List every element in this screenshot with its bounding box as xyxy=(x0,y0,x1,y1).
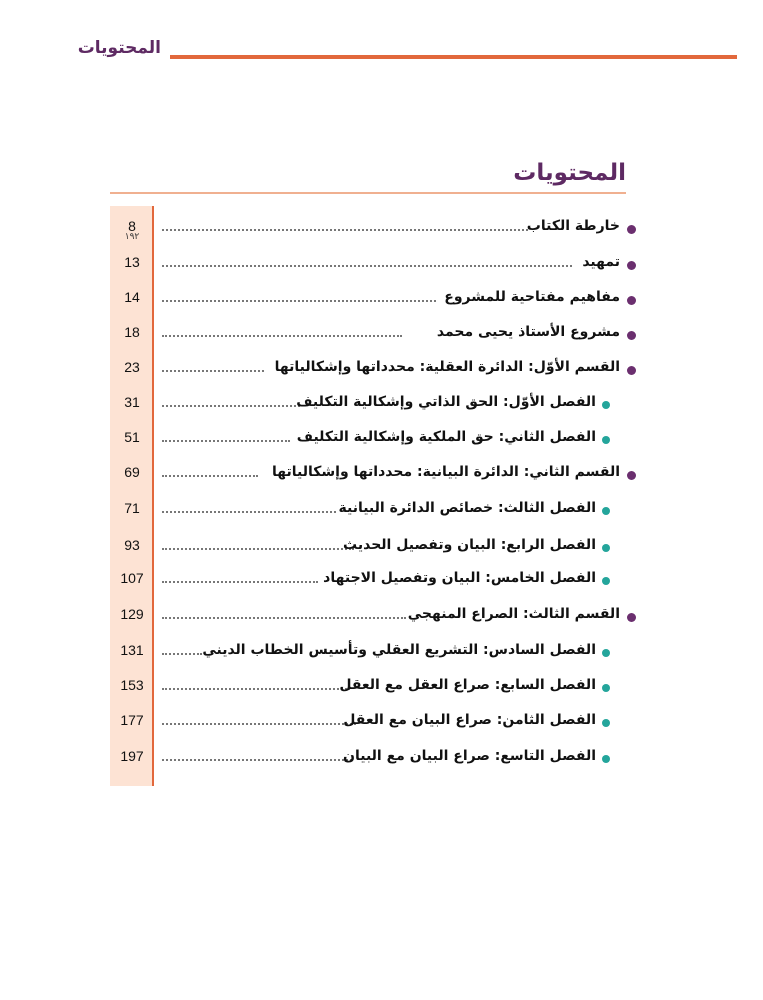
purple-bullet-icon xyxy=(627,261,636,270)
purple-bullet-icon xyxy=(627,225,636,234)
toc-entry[interactable] xyxy=(110,673,636,703)
entry-label: الفصل الأوّل: الحق الذاتي وإشكالية التكليف xyxy=(296,394,596,410)
leader-dots xyxy=(162,617,406,619)
purple-bullet-icon xyxy=(627,613,636,622)
teal-bullet-icon xyxy=(602,544,610,552)
leader-dots xyxy=(162,688,350,690)
teal-bullet-icon xyxy=(602,649,610,657)
entry-label: القسم الأوّل: الدائرة العقلية: محدداتها وإشكالياتها xyxy=(274,359,620,375)
page-number: 153 xyxy=(120,677,144,693)
page-number: 51 xyxy=(124,429,140,445)
entry-label: خارطة الكتاب xyxy=(526,218,620,234)
entry-label: الفصل التاسع: صراع البيان مع البيان xyxy=(343,748,596,764)
teal-bullet-icon xyxy=(602,577,610,585)
leader-dots xyxy=(162,475,258,477)
page-number: 197 xyxy=(120,748,144,764)
entry-label: الفصل الخامس: البيان وتفصيل الاجتهاد xyxy=(323,570,596,586)
page-number: 129 xyxy=(120,606,144,622)
leader-dots xyxy=(162,229,528,231)
entry-label: الفصل الرابع: البيان وتفصيل الحديث xyxy=(343,537,596,553)
page-number: 71 xyxy=(124,500,140,516)
purple-bullet-icon xyxy=(627,331,636,340)
header-rule xyxy=(170,55,737,59)
page-number: 13 xyxy=(124,254,140,270)
page-note: ١٩٢ xyxy=(124,232,140,242)
title-underline xyxy=(110,192,626,194)
teal-bullet-icon xyxy=(602,684,610,692)
page-number: 31 xyxy=(124,394,140,410)
leader-dots xyxy=(162,723,356,725)
toc-entry[interactable] xyxy=(110,355,636,385)
entry-label: الفصل السادس: التشريع العقلي وتأسيس الخطاب الديني xyxy=(202,642,596,658)
entry-label: القسم الثاني: الدائرة البيانية: محدداتها وإشكالياتها xyxy=(272,464,620,480)
leader-dots xyxy=(162,440,290,442)
leader-dots xyxy=(162,335,402,337)
toc-entry[interactable] xyxy=(110,214,636,244)
leader-dots xyxy=(162,405,300,407)
page-number: 177 xyxy=(120,712,144,728)
page-number: 93 xyxy=(124,537,140,553)
page-number: 14 xyxy=(124,289,140,305)
toc-entry[interactable] xyxy=(110,496,636,526)
toc-entry[interactable] xyxy=(110,285,636,315)
leader-dots xyxy=(162,300,436,302)
page-number: 18 xyxy=(124,324,140,340)
page-number: 69 xyxy=(124,464,140,480)
leader-dots xyxy=(162,653,202,655)
leader-dots xyxy=(162,548,354,550)
teal-bullet-icon xyxy=(602,436,610,444)
teal-bullet-icon xyxy=(602,755,610,763)
leader-dots xyxy=(162,759,352,761)
running-header-title: المحتويات xyxy=(77,38,161,58)
toc-entry[interactable] xyxy=(110,638,636,668)
entry-label: تمهيد xyxy=(582,254,620,270)
toc-entry[interactable] xyxy=(110,390,636,420)
toc-entry[interactable] xyxy=(110,602,636,632)
toc-entry[interactable] xyxy=(110,460,636,490)
toc-entry[interactable] xyxy=(110,320,636,350)
leader-dots xyxy=(162,265,572,267)
entry-label: الفصل الثامن: صراع البيان مع العقل xyxy=(343,712,596,728)
entry-label: الفصل الثالث: خصائص الدائرة البيانية xyxy=(338,500,596,516)
leader-dots xyxy=(162,581,318,583)
toc-entry[interactable] xyxy=(110,425,636,455)
page-number: 107 xyxy=(120,570,144,586)
page-number: 8 xyxy=(128,218,136,234)
teal-bullet-icon xyxy=(602,507,610,515)
page-title: المحتويات xyxy=(513,160,626,186)
leader-dots xyxy=(162,370,264,372)
page-number: 23 xyxy=(124,359,140,375)
entry-label: الفصل السابع: صراع العقل مع العقل xyxy=(339,677,596,693)
entry-label: القسم الثالث: الصراع المنهجي xyxy=(407,606,620,622)
toc-entry[interactable] xyxy=(110,533,636,563)
page-number: 131 xyxy=(120,642,144,658)
entry-label: مشروع الأستاذ يحيى محمد xyxy=(436,324,620,340)
purple-bullet-icon xyxy=(627,366,636,375)
entry-label: مفاهيم مفتاحية للمشروع xyxy=(444,289,620,305)
teal-bullet-icon xyxy=(602,401,610,409)
leader-dots xyxy=(162,511,336,513)
toc-entry[interactable] xyxy=(110,250,636,280)
teal-bullet-icon xyxy=(602,719,610,727)
purple-bullet-icon xyxy=(627,471,636,480)
toc-entry[interactable] xyxy=(110,708,636,738)
toc-entry[interactable] xyxy=(110,744,636,774)
toc-entry[interactable] xyxy=(110,566,636,596)
entry-label: الفصل الثاني: حق الملكية وإشكالية التكليف xyxy=(296,429,596,445)
purple-bullet-icon xyxy=(627,296,636,305)
